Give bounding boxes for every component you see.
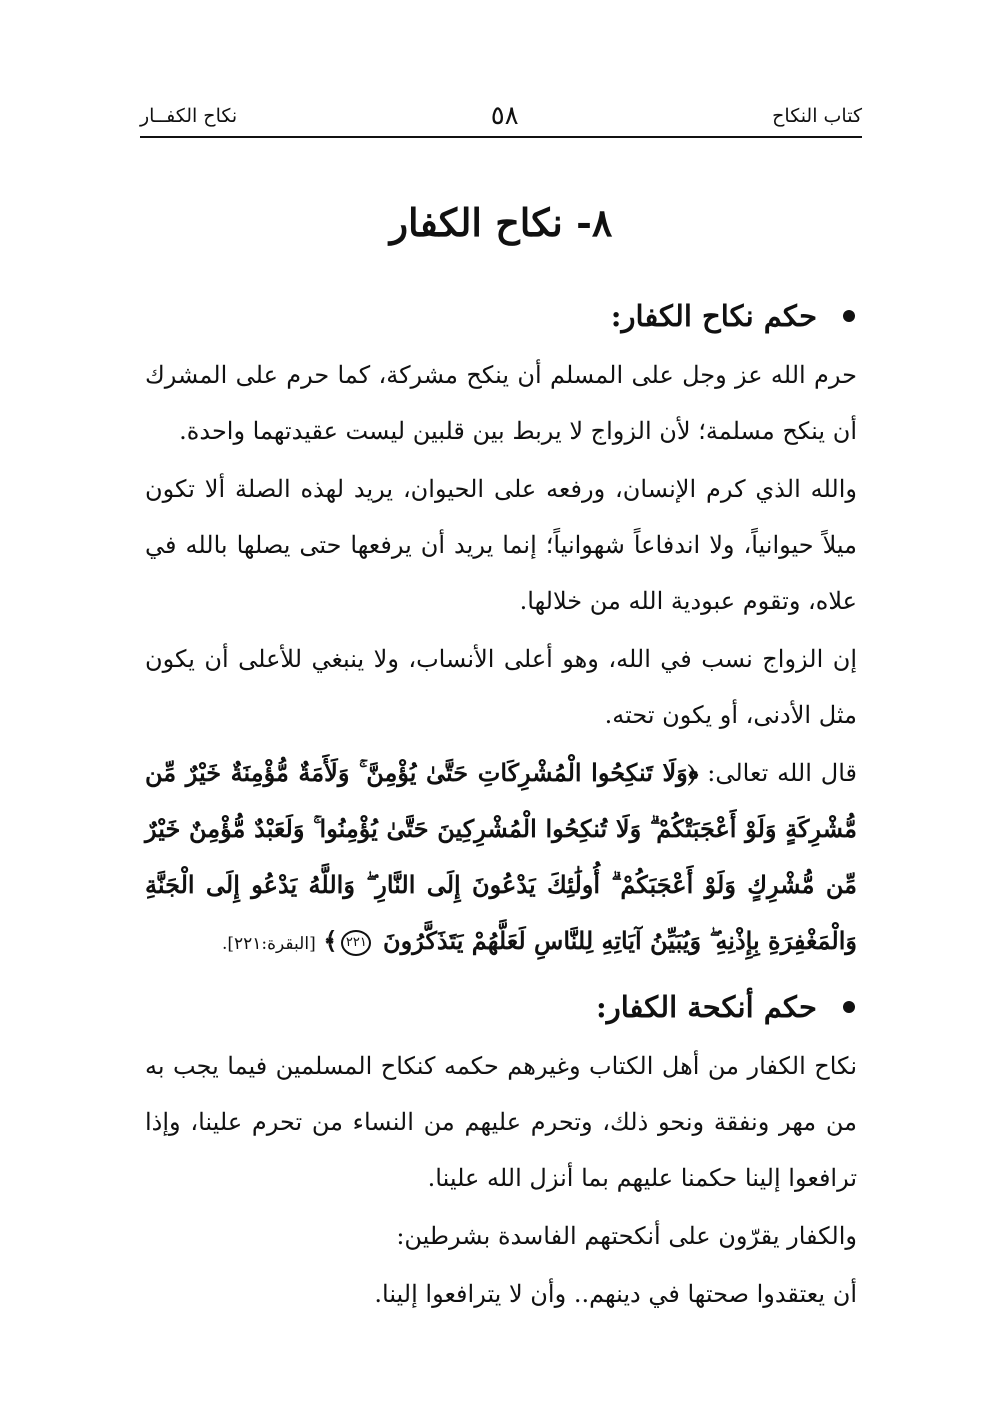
bullet-icon <box>843 1001 855 1013</box>
quran-intro: قال الله تعالى: <box>707 759 857 787</box>
ayah-number-marker: ٢٢١ <box>341 930 371 956</box>
paragraph: والكفار يقرّون على أنكحتهم الفاسدة بشرطين: <box>396 1222 857 1250</box>
header-book-title: كتاب النكاح <box>772 105 862 127</box>
quran-quote <box>145 745 857 972</box>
paragraph: حرم الله عز وجل على المسلم أن ينكح مشركة، كما حرم على المشرك أن ينكح مسلمة؛ لأن الزواج لا يربط بين قلبين ليست عقيدتهما واحدة. <box>145 361 857 445</box>
page-number: ٥٨ <box>490 101 519 131</box>
paragraph: والله الذي كرم الإنسان، ورفعه على الحيوان، يريد لهذه الصلة ألا تكون ميلاً حيوانياً، ولا اندفاعاً شهوانياً؛ إنما يريد أن يرفعها حتى يصلها بالله في علاه، وتقوم عبودية الله من خلالها. <box>145 475 857 615</box>
section-heading <box>145 984 857 1030</box>
quran-close-bracket: ﴾ <box>323 926 338 955</box>
section-heading-text: حكم نكاح الكفار: <box>610 299 817 333</box>
quran-verse: وَلَا تَنكِحُوا الْمُشْرِكَاتِ حَتَّىٰ يُؤْمِنَّ ۚ وَلَأَمَةٌ مُّؤْمِنَةٌ خَيْرٌ مِّن مُّشْرِكَةٍ وَلَوْ أَعْجَبَتْكُمْ ۗ وَلَا تُنكِحُوا الْمُشْرِكِينَ حَتَّىٰ يُؤْمِنُوا ۚ وَلَعَبْدٌ مُّؤْمِنٌ خَيْرٌ مِّن مُّشْرِكٍ وَلَوْ أَعْجَبَكُمْ ۗ أُولَٰئِكَ يَدْعُونَ إِلَى النَّارِ ۖ وَاللَّهُ يَدْعُو إِلَى الْجَنَّةِ وَالْمَغْفِرَةِ بِإِذْنِهِ ۖ وَيُبَيِّنُ آيَاتِهِ لِلنَّاسِ لَعَلَّهُمْ يَتَذَكَّرُونَ <box>145 758 857 955</box>
section-heading-text: حكم أنكحة الكفار: <box>596 990 817 1024</box>
header-chapter-title: نكاح الكفــار <box>140 105 238 127</box>
quran-reference: [البقرة:٢٢١]. <box>221 934 316 954</box>
chapter-title: ٨- نكاح الكفار <box>389 200 613 245</box>
main-content <box>145 293 857 1324</box>
paragraph: إن الزواج نسب في الله، وهو أعلى الأنساب، ولا ينبغي للأعلى أن يكون مثل الأدنى، أو يكون تحته. <box>145 645 857 729</box>
paragraph: أن يعتقدوا صحتها في دينهم.. وأن لا يترافعوا إلينا. <box>374 1280 857 1308</box>
bullet-icon <box>843 310 855 322</box>
header-rule <box>140 136 862 138</box>
paragraph: نكاح الكفار من أهل الكتاب وغيرهم حكمه كنكاح المسلمين فيما يجب به من مهر ونفقة ونحو ذلك، وتحرم عليهم من النساء من تحرم علينا، وإذا ترافعوا إلينا حكمنا عليهم بما أنزل الله علينا. <box>145 1052 857 1192</box>
section-heading <box>145 293 857 339</box>
quran-open-bracket: ﴿ <box>687 758 699 787</box>
running-header <box>140 100 862 132</box>
